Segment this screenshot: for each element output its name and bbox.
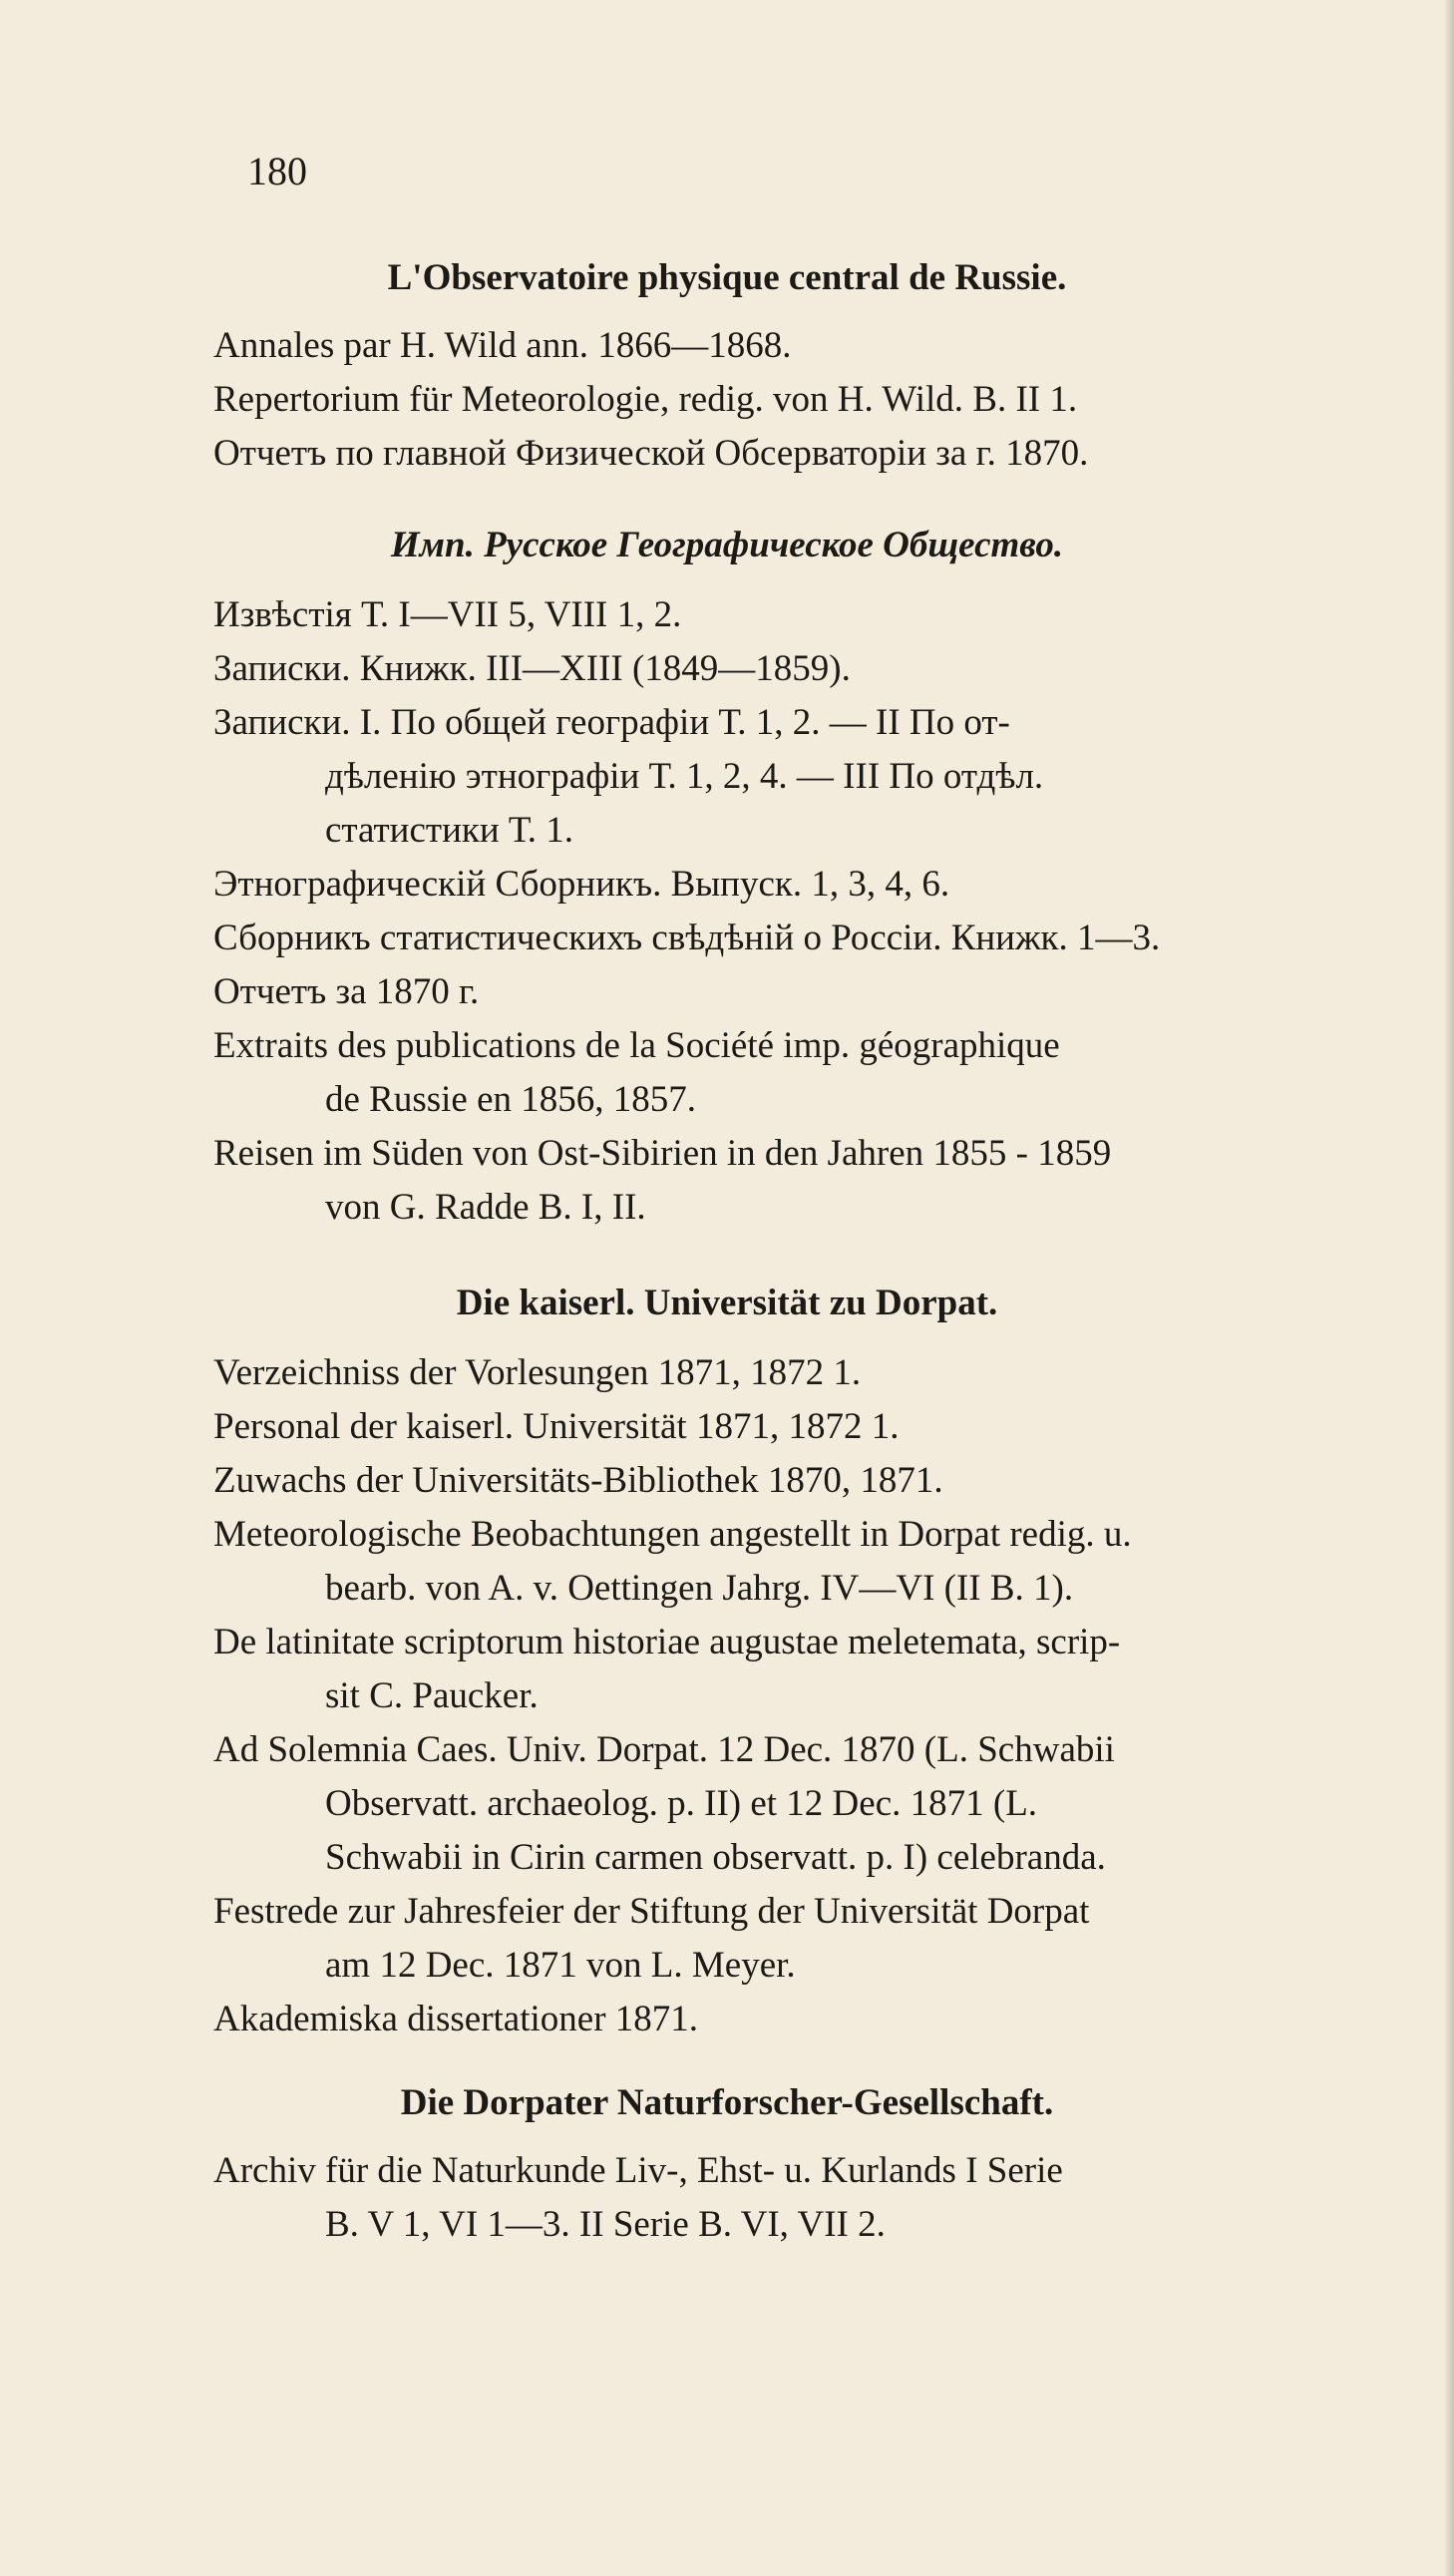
entry <box>213 1019 1454 1127</box>
entry-line: von G. Radde B. I, II. <box>325 1187 646 1228</box>
entry-line: Personal der kaiserl. Universität 1871, 1872 1. <box>213 1406 900 1447</box>
entry <box>213 373 1454 427</box>
entry <box>213 858 1454 912</box>
entry-line: Zuwachs der Universitäts-Bibliothek 1870, 1871. <box>213 1460 943 1501</box>
page-number: 180 <box>247 149 307 193</box>
section-heading: Die Dorpater Naturforscher-Gesellschaft. <box>400 2082 1054 2123</box>
entry <box>213 2144 1454 2252</box>
entry-line: Observatt. archaeolog. p. II) et 12 Dec. 1871 (L. <box>325 1783 1038 1824</box>
section-observatoire <box>0 251 1454 481</box>
page-edge-shadow <box>1444 0 1454 2576</box>
entry-line: Annales par H. Wild ann. 1866—1868. <box>213 325 792 366</box>
section-heading: L'Observatoire physique central de Russie. <box>387 257 1067 298</box>
entry-line: Festrede zur Jahresfeier der Stiftung der Universität Dorpat <box>213 1891 1090 1932</box>
entry-line: am 12 Dec. 1871 von L. Meyer. <box>325 1945 796 1986</box>
entry-line: Отчетъ за 1870 г. <box>213 971 480 1012</box>
entry-line: Extraits des publications de la Société imp. géographique <box>213 1025 1060 1066</box>
entry-line: Отчетъ по главной Физической Обсерваторіи за г. 1870. <box>213 433 1089 474</box>
entry <box>213 427 1454 481</box>
entry-line: Записки. Книжк. III—XIII (1849—1859). <box>213 648 851 689</box>
section-naturforscher <box>0 2076 1454 2252</box>
entry-line: Repertorium für Meteorologie, redig. von H. Wild. B. II 1. <box>213 379 1078 420</box>
entry <box>213 642 1454 696</box>
entry <box>213 588 1454 642</box>
section-geographic-society <box>0 519 1454 1235</box>
entry-line: Meteorologische Beobachtungen angestellt in Dorpat redig. u. <box>213 1514 1132 1555</box>
entry <box>213 1400 1454 1454</box>
entry <box>213 912 1454 965</box>
entry-line: Reisen im Süden von Ost-Sibirien in den Jahren 1855 - 1859 <box>213 1133 1112 1174</box>
entry-line: дѣленію этнографіи Т. 1, 2, 4. — III По отдѣл. <box>325 756 1044 797</box>
entry-line: Этнографическій Сборникъ. Выпуск. 1, 3, 4, 6. <box>213 864 950 905</box>
entry <box>213 319 1454 373</box>
entry <box>213 1346 1454 1400</box>
entry-line: de Russie en 1856, 1857. <box>325 1079 697 1120</box>
entry-line: bearb. von A. v. Oettingen Jahrg. IV—VI (II B. 1). <box>325 1568 1074 1609</box>
entry-line: De latinitate scriptorum historiae augustae meletemata, scrip- <box>213 1622 1121 1662</box>
entry-line: Записки. I. По общей географіи Т. 1, 2. — II По от- <box>213 702 1010 743</box>
entry-line: Archiv für die Naturkunde Liv-, Ehst- u. Kurlands I Serie <box>213 2150 1063 2191</box>
entry <box>213 965 1454 1019</box>
entry-line: статистики Т. 1. <box>325 810 574 851</box>
entry <box>213 1454 1454 1508</box>
entry-line: Schwabii in Cirin carmen observatt. p. I) celebranda. <box>325 1837 1106 1878</box>
entry-line: Сборникъ статистическихъ свѣдѣній о Россіи. Книжк. 1—3. <box>213 918 1161 958</box>
entry <box>213 1885 1454 1993</box>
entry <box>213 1508 1454 1616</box>
entry <box>213 1723 1454 1885</box>
entry-line: sit C. Paucker. <box>325 1675 539 1716</box>
section-heading: Имп. Русское Географическое Общество. <box>390 525 1064 565</box>
section-university-dorpat <box>0 1277 1454 2046</box>
entry <box>213 696 1454 858</box>
entry-line: Akademiska dissertationer 1871. <box>213 1999 699 2039</box>
entry-line: Извѣстія Т. I—VII 5, VIII 1, 2. <box>213 594 682 635</box>
entry <box>213 1616 1454 1723</box>
entry <box>213 1993 1454 2046</box>
section-heading: Die kaiserl. Universität zu Dorpat. <box>456 1283 998 1323</box>
entry-line: Verzeichniss der Vorlesungen 1871, 1872 1. <box>213 1352 862 1393</box>
entry-line: B. V 1, VI 1—3. II Serie B. VI, VII 2. <box>325 2204 886 2245</box>
entry-line: Ad Solemnia Caes. Univ. Dorpat. 12 Dec. 1870 (L. Schwabii <box>213 1729 1115 1770</box>
entry <box>213 1127 1454 1235</box>
